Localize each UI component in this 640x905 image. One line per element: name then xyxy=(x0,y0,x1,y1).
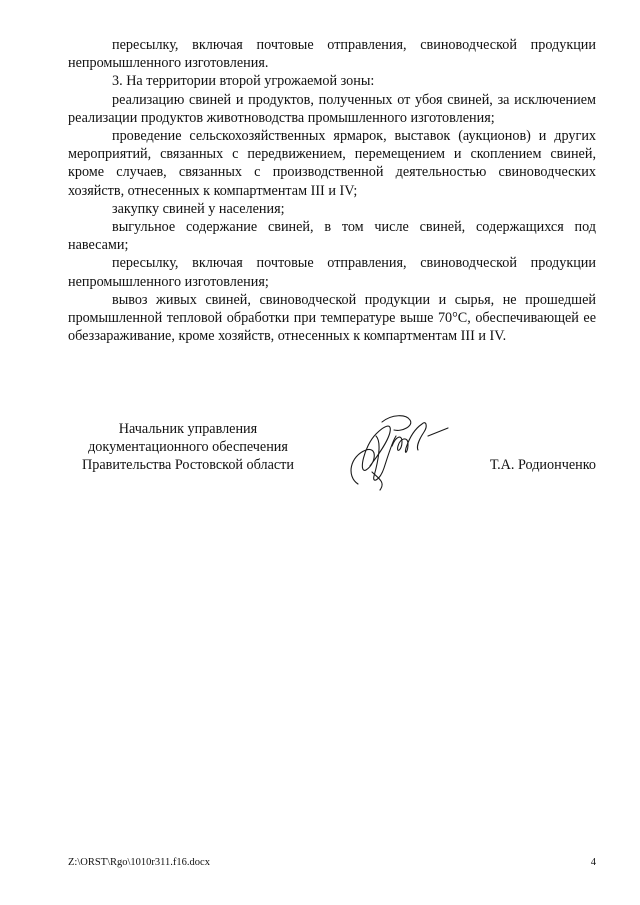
paragraph-mail-ban-continued: пересылку, включая почтовые отправления, свиноводческой продукции непромышленного изготовления. xyxy=(68,37,596,72)
paragraph-purchase-ban: закупку свиней у населения; xyxy=(112,200,285,217)
paragraph-free-range-ban: выгульное содержание свиней, в том числе свиней, содержащихся под навесами; xyxy=(68,219,596,254)
signatory-name: Т.А. Родионченко xyxy=(489,457,596,473)
page-number: 4 xyxy=(590,857,596,868)
paragraph-mail-ban: пересылку, включая почтовые отправления, свиноводческой продукции непромышленного изготовления; xyxy=(68,255,596,290)
paragraph-second-zone-heading: 3. На территории второй угрожаемой зоны: xyxy=(112,73,375,90)
signatory-title-line: Правительства Ростовской области xyxy=(82,457,294,474)
paragraph-export-ban: вывоз живых свиней, свиноводческой продукции и сырья, не прошедшей промышленной тепловой обработки при температуре выше 70°С, обеспечивающей ее обеззараживание, кроме хозяйств, отнесенных к компартментам III и IV. xyxy=(68,291,596,345)
signatory-title xyxy=(68,420,308,475)
signatory-title-line: документационного обеспечения xyxy=(88,439,288,456)
paragraph-sale-ban: реализацию свиней и продуктов, полученных от убоя свиней, за исключением реализации продуктов животноводства промышленного изготовления; xyxy=(68,91,596,126)
signature-block xyxy=(68,420,596,500)
signatory-title-line: Начальник управления xyxy=(118,421,258,437)
document-body xyxy=(68,36,596,345)
file-path: Z:\ORST\Rgo\1010r311.f16.docx xyxy=(68,857,210,868)
paragraph-fairs-ban: проведение сельскохозяйственных ярмарок, выставок (аукционов) и других мероприятий, связанных с передвижением, перемещением и скоплением свиней, кроме случаев, связанных с производственной деятельностью свиноводческих хозяйств, отнесенных к компартментам III и IV; xyxy=(68,128,596,199)
handwritten-signature xyxy=(336,406,456,496)
